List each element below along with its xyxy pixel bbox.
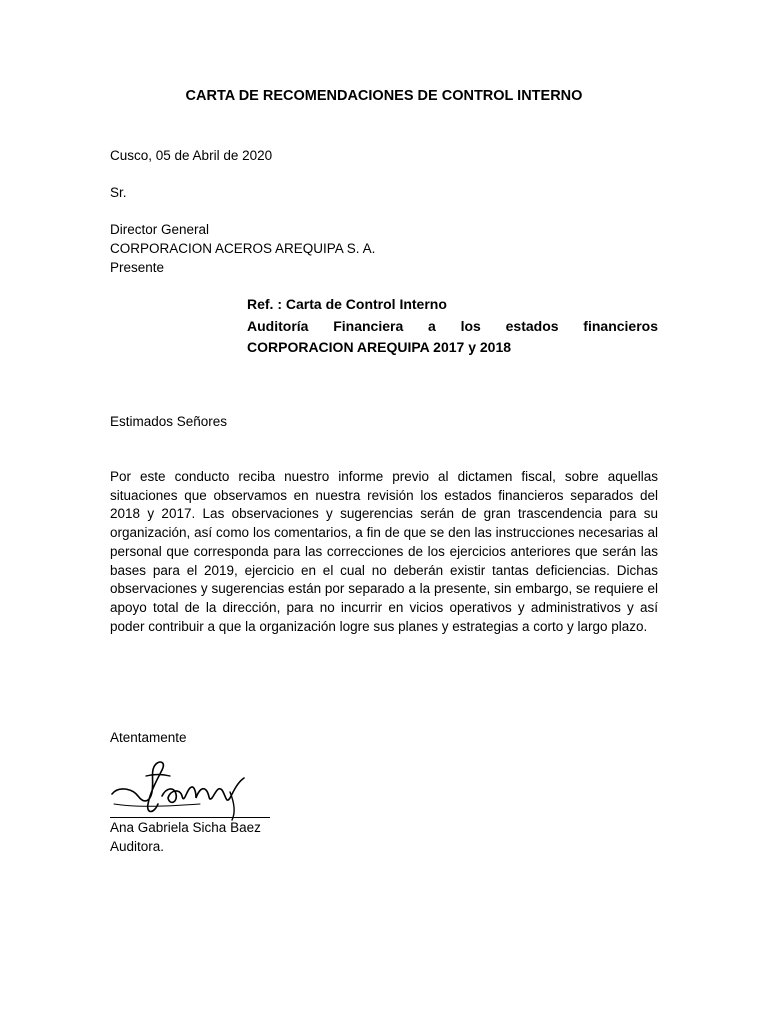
- ref-line-1: Ref. : Carta de Control Interno: [247, 296, 447, 312]
- signer-title: Auditora.: [110, 839, 165, 854]
- salutation-prefix: Sr.: [110, 185, 127, 200]
- handwritten-signature: [110, 752, 275, 822]
- place-date: Cusco, 05 de Abril de 2020: [110, 148, 273, 163]
- recipient-presente: Presente: [110, 260, 165, 275]
- signer-name: Ana Gabriela Sicha Baez: [110, 820, 261, 835]
- letter-title: CARTA DE RECOMENDACIONES DE CONTROL INTERNO: [185, 88, 583, 104]
- ref-line-2: Auditoría Financiera a los estados financieros: [247, 318, 658, 334]
- greeting: Estimados Señores: [110, 414, 228, 429]
- recipient-role: Director General: [110, 222, 210, 237]
- closing: Atentamente: [110, 730, 187, 745]
- signature-line: [110, 817, 270, 818]
- letter-body: Por este conducto reciba nuestro informe previo al dictamen fiscal, sobre aquellas situaciones que observamos en nuestra revisión los estados financieros separados del 2018 y 2017. Las observaciones y sugerencias serán de gran trascendencia para su organización, así como los comentarios, a fin de que se den las instrucciones necesarias al personal que corresponda para las correcciones de los ejercicios anteriores que serán las bases para el 2019, ejercicio en el cual no deberán existir tantas deficiencias. Dichas observaciones y sugerencias están por separado a la presente, sin embargo, se requiere el apoyo total de la dirección, para no incurrir en vicios operativos y administrativos y así poder contribuir a que la organización logre sus planes y estrategias a corto y largo plazo.: [110, 469, 658, 634]
- recipient-company: CORPORACION ACEROS AREQUIPA S. A.: [110, 241, 376, 256]
- ref-line-3: CORPORACION AREQUIPA 2017 y 2018: [247, 339, 512, 355]
